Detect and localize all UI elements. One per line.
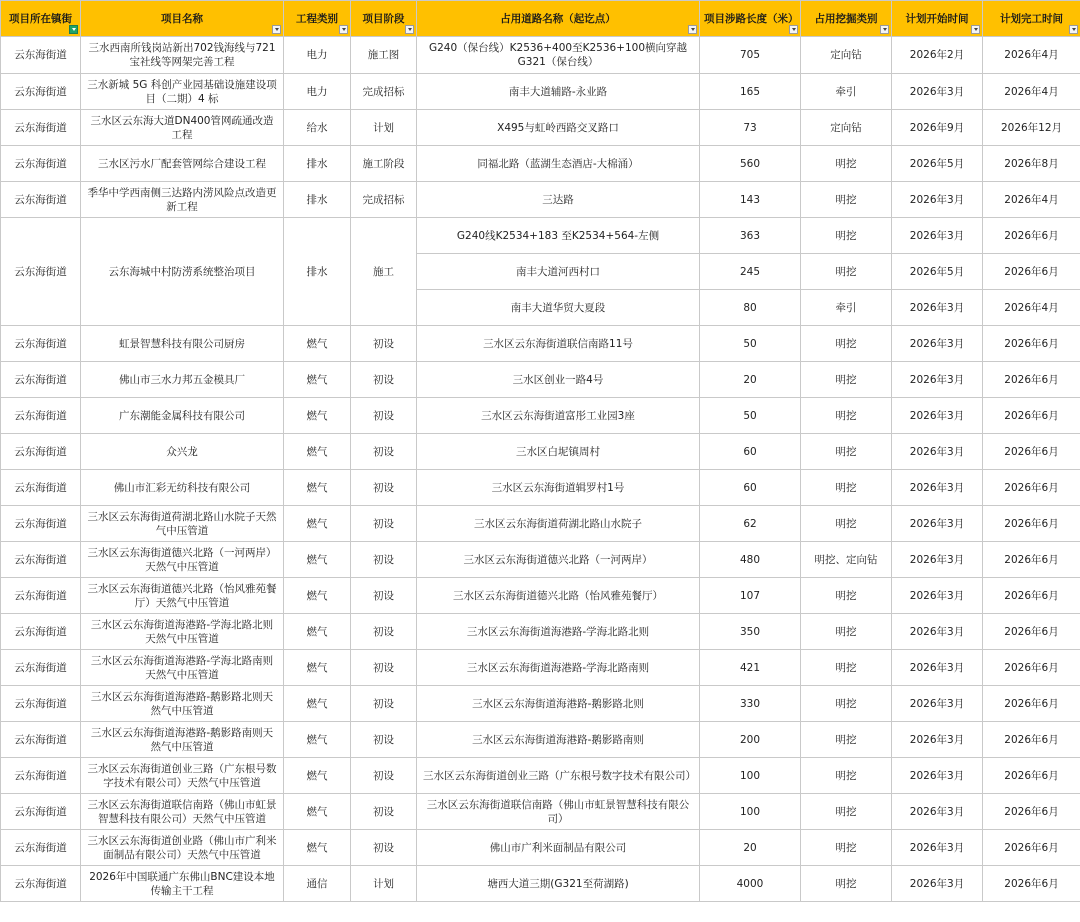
cell-type[interactable]: 燃气 — [284, 398, 351, 434]
cell-length[interactable]: 62 — [700, 506, 801, 542]
cell-project-name[interactable]: 三水区污水厂配套管网综合建设工程 — [81, 146, 284, 182]
cell-length[interactable]: 107 — [700, 578, 801, 614]
cell-dig-type[interactable]: 明挖 — [801, 254, 892, 290]
cell-dig-type[interactable]: 定向钻 — [801, 37, 892, 74]
cell-start-date[interactable]: 2026年3月 — [892, 398, 983, 434]
table-row — [1, 650, 1080, 686]
cell-town[interactable]: 云东海街道 — [1, 614, 81, 650]
header-length — [700, 1, 801, 37]
cell-length[interactable]: 143 — [700, 182, 801, 218]
header-road — [417, 1, 700, 37]
cell-type[interactable]: 排水 — [284, 218, 351, 326]
cell-town[interactable]: 云东海街道 — [1, 74, 81, 110]
cell-end-date[interactable]: 2026年6月 — [983, 722, 1080, 758]
cell-type[interactable]: 电力 — [284, 74, 351, 110]
table-row — [1, 218, 1080, 254]
cell-length[interactable]: 100 — [700, 794, 801, 830]
cell-project-name[interactable]: 三水区云东海街道海港路-学海北路南则天然气中压管道 — [81, 650, 284, 686]
cell-project-name[interactable]: 佛山市三水力邦五金模具厂 — [81, 362, 284, 398]
filter-active-icon[interactable] — [69, 25, 78, 34]
header-label: 项目名称 — [161, 12, 203, 25]
cell-project-name[interactable]: 三水区云东海街道联信南路（佛山市虹景智慧科技有限公司）天然气中压管道 — [81, 794, 284, 830]
cell-road[interactable]: 三水区创业一路4号 — [417, 362, 700, 398]
cell-start-date[interactable]: 2026年3月 — [892, 830, 983, 866]
cell-road[interactable]: 同福北路（蓝湖生态酒店-大棉涌） — [417, 146, 700, 182]
cell-stage[interactable]: 初设 — [351, 542, 417, 578]
header-label: 计划完工时间 — [1000, 12, 1063, 25]
cell-town[interactable]: 云东海街道 — [1, 578, 81, 614]
cell-start-date[interactable]: 2026年3月 — [892, 794, 983, 830]
cell-type[interactable]: 排水 — [284, 182, 351, 218]
filter-dropdown-icon[interactable] — [688, 25, 697, 34]
cell-project-name[interactable]: 三水区云东海大道DN400管网疏通改造工程 — [81, 110, 284, 146]
cell-dig-type[interactable]: 明挖 — [801, 470, 892, 506]
cell-dig-type[interactable]: 明挖 — [801, 794, 892, 830]
cell-stage[interactable]: 施工阶段 — [351, 146, 417, 182]
cell-type[interactable]: 燃气 — [284, 506, 351, 542]
cell-town[interactable]: 云东海街道 — [1, 686, 81, 722]
cell-end-date[interactable]: 2026年6月 — [983, 470, 1080, 506]
cell-length[interactable]: 20 — [700, 830, 801, 866]
cell-stage[interactable]: 完成招标 — [351, 74, 417, 110]
cell-type[interactable]: 燃气 — [284, 830, 351, 866]
cell-stage[interactable]: 初设 — [351, 398, 417, 434]
cell-end-date[interactable]: 2026年6月 — [983, 542, 1080, 578]
cell-start-date[interactable]: 2026年3月 — [892, 866, 983, 902]
header-label: 工程类别 — [296, 12, 338, 25]
cell-length[interactable]: 4000 — [700, 866, 801, 902]
cell-length[interactable]: 705 — [700, 37, 801, 74]
cell-town[interactable]: 云东海街道 — [1, 506, 81, 542]
cell-length[interactable]: 80 — [700, 290, 801, 326]
filter-dropdown-icon[interactable] — [405, 25, 414, 34]
cell-town[interactable]: 云东海街道 — [1, 326, 81, 362]
cell-dig-type[interactable]: 明挖、定向钻 — [801, 542, 892, 578]
cell-type[interactable]: 燃气 — [284, 542, 351, 578]
filter-dropdown-icon[interactable] — [971, 25, 980, 34]
header-label: 项目阶段 — [362, 12, 405, 25]
cell-length[interactable]: 73 — [700, 110, 801, 146]
cell-end-date[interactable]: 2026年4月 — [983, 290, 1080, 326]
cell-dig-type[interactable]: 明挖 — [801, 434, 892, 470]
filter-dropdown-icon[interactable] — [272, 25, 281, 34]
cell-dig-type[interactable]: 明挖 — [801, 866, 892, 902]
cell-dig-type[interactable]: 明挖 — [801, 506, 892, 542]
cell-road[interactable]: 南丰大道河西村口 — [417, 254, 700, 290]
cell-project-name[interactable]: 2026年中国联通广东佛山BNC建设本地传输主干工程 — [81, 866, 284, 902]
header-label: 占用挖掘类别 — [814, 12, 878, 25]
cell-dig-type[interactable]: 定向钻 — [801, 110, 892, 146]
cell-project-name[interactable]: 佛山市汇彩无纺科技有限公司 — [81, 470, 284, 506]
cell-dig-type[interactable]: 明挖 — [801, 830, 892, 866]
cell-dig-type[interactable]: 牵引 — [801, 290, 892, 326]
table-row — [1, 362, 1080, 398]
header-label: 项目所在镇街 — [9, 12, 72, 25]
cell-end-date[interactable]: 2026年6月 — [983, 254, 1080, 290]
cell-type[interactable]: 燃气 — [284, 614, 351, 650]
cell-start-date[interactable]: 2026年3月 — [892, 218, 983, 254]
cell-type[interactable]: 燃气 — [284, 362, 351, 398]
cell-end-date[interactable]: 2026年8月 — [983, 146, 1080, 182]
cell-road[interactable]: 三水区云东海街道富彤工业园3座 — [417, 398, 700, 434]
cell-stage[interactable]: 初设 — [351, 506, 417, 542]
cell-project-name[interactable]: 三水区云东海街道荷湖北路山水院子天然气中压管道 — [81, 506, 284, 542]
cell-stage[interactable]: 初设 — [351, 326, 417, 362]
table-row — [1, 434, 1080, 470]
cell-stage[interactable]: 初设 — [351, 470, 417, 506]
cell-stage[interactable]: 初设 — [351, 434, 417, 470]
cell-stage[interactable]: 施工 — [351, 218, 417, 326]
cell-town[interactable]: 云东海街道 — [1, 542, 81, 578]
cell-start-date[interactable]: 2026年3月 — [892, 578, 983, 614]
cell-road[interactable]: G240（保台线）K2536+400至K2536+100横向穿越G321（保台线） — [417, 37, 700, 74]
cell-town[interactable]: 云东海街道 — [1, 37, 81, 74]
cell-stage[interactable]: 完成招标 — [351, 182, 417, 218]
cell-end-date[interactable]: 2026年4月 — [983, 74, 1080, 110]
cell-stage[interactable]: 施工图 — [351, 37, 417, 74]
cell-end-date[interactable]: 2026年4月 — [983, 37, 1080, 74]
cell-length[interactable]: 60 — [700, 470, 801, 506]
cell-town[interactable]: 云东海街道 — [1, 722, 81, 758]
cell-type[interactable]: 燃气 — [284, 434, 351, 470]
cell-road[interactable]: 三水区云东海街道辑罗村1号 — [417, 470, 700, 506]
cell-stage[interactable]: 计划 — [351, 110, 417, 146]
cell-stage[interactable]: 初设 — [351, 362, 417, 398]
cell-dig-type[interactable]: 明挖 — [801, 614, 892, 650]
header-town — [1, 1, 81, 37]
cell-project-name[interactable]: 广东潮能金属科技有限公司 — [81, 398, 284, 434]
filter-dropdown-icon[interactable] — [880, 25, 889, 34]
cell-type[interactable]: 燃气 — [284, 470, 351, 506]
cell-road[interactable]: 三水区云东海街道海港路-学海北路南则 — [417, 650, 700, 686]
cell-dig-type[interactable]: 明挖 — [801, 398, 892, 434]
cell-project-name[interactable]: 三水区云东海街道海港路-鹅影路南则天然气中压管道 — [81, 722, 284, 758]
cell-start-date[interactable]: 2026年3月 — [892, 722, 983, 758]
cell-start-date[interactable]: 2026年3月 — [892, 758, 983, 794]
cell-dig-type[interactable]: 明挖 — [801, 650, 892, 686]
cell-start-date[interactable]: 2026年3月 — [892, 542, 983, 578]
cell-length[interactable]: 60 — [700, 434, 801, 470]
cell-road[interactable]: 三水区云东海街道创业三路（广东根号数字技术有限公司） — [417, 758, 700, 794]
cell-project-name[interactable]: 三水区云东海街道德兴北路（一河两岸）天然气中压管道 — [81, 542, 284, 578]
cell-road[interactable]: 三水区云东海街道德兴北路（怡风雅苑餐厅） — [417, 578, 700, 614]
cell-town[interactable]: 云东海街道 — [1, 794, 81, 830]
cell-end-date[interactable]: 2026年6月 — [983, 686, 1080, 722]
filter-dropdown-icon[interactable] — [1069, 25, 1078, 34]
cell-stage[interactable]: 初设 — [351, 686, 417, 722]
cell-road[interactable]: X495与虹岭西路交叉路口 — [417, 110, 700, 146]
table-row — [1, 506, 1080, 542]
cell-project-name[interactable]: 三水区云东海街道创业路（佛山市广利米面制品有限公司）天然气中压管道 — [81, 830, 284, 866]
cell-road[interactable]: 三水区云东海街道荷湖北路山水院子 — [417, 506, 700, 542]
table-row — [1, 686, 1080, 722]
cell-type[interactable]: 燃气 — [284, 686, 351, 722]
cell-end-date[interactable]: 2026年6月 — [983, 650, 1080, 686]
filter-dropdown-icon[interactable] — [339, 25, 348, 34]
cell-end-date[interactable]: 2026年6月 — [983, 866, 1080, 902]
cell-project-name[interactable]: 三水区云东海街道德兴北路（怡风雅苑餐厅）天然气中压管道 — [81, 578, 284, 614]
cell-road[interactable]: 南丰大道华贸大夏段 — [417, 290, 700, 326]
cell-end-date[interactable]: 2026年6月 — [983, 506, 1080, 542]
cell-length[interactable]: 421 — [700, 650, 801, 686]
table-row — [1, 37, 1080, 74]
cell-road[interactable]: 塘西大道三期(G321至荷湖路) — [417, 866, 700, 902]
cell-start-date[interactable]: 2026年3月 — [892, 470, 983, 506]
cell-type[interactable]: 燃气 — [284, 758, 351, 794]
cell-project-name[interactable]: 三水区云东海街道海港路-学海北路北则天然气中压管道 — [81, 614, 284, 650]
cell-type[interactable]: 燃气 — [284, 326, 351, 362]
cell-stage[interactable]: 初设 — [351, 758, 417, 794]
cell-town[interactable]: 云东海街道 — [1, 650, 81, 686]
cell-start-date[interactable]: 2026年3月 — [892, 182, 983, 218]
cell-stage[interactable]: 初设 — [351, 650, 417, 686]
cell-road[interactable]: 三达路 — [417, 182, 700, 218]
cell-project-name[interactable]: 三水区云东海街道海港路-鹅影路北则天然气中压管道 — [81, 686, 284, 722]
cell-type[interactable]: 燃气 — [284, 794, 351, 830]
cell-town[interactable]: 云东海街道 — [1, 182, 81, 218]
cell-end-date[interactable]: 2026年12月 — [983, 110, 1080, 146]
cell-road[interactable]: 三水区云东海街道海港路-鹅影路北则 — [417, 686, 700, 722]
cell-end-date[interactable]: 2026年6月 — [983, 794, 1080, 830]
cell-length[interactable]: 560 — [700, 146, 801, 182]
cell-end-date[interactable]: 2026年4月 — [983, 182, 1080, 218]
table-body — [1, 37, 1080, 902]
table-row — [1, 758, 1080, 794]
cell-dig-type[interactable]: 明挖 — [801, 218, 892, 254]
cell-end-date[interactable]: 2026年6月 — [983, 434, 1080, 470]
table-row — [1, 398, 1080, 434]
header-name — [81, 1, 284, 37]
cell-length[interactable]: 363 — [700, 218, 801, 254]
cell-start-date[interactable]: 2026年3月 — [892, 614, 983, 650]
cell-dig-type[interactable]: 明挖 — [801, 182, 892, 218]
cell-town[interactable]: 云东海街道 — [1, 866, 81, 902]
header-dig — [801, 1, 892, 37]
cell-project-name[interactable]: 三水西南所钱岗站新出702钱海线与721宝社线等网架完善工程 — [81, 37, 284, 74]
cell-length[interactable]: 165 — [700, 74, 801, 110]
cell-stage[interactable]: 计划 — [351, 866, 417, 902]
cell-road[interactable]: 三水区云东海街道联信南路（佛山市虹景智慧科技有限公司） — [417, 794, 700, 830]
cell-dig-type[interactable]: 牵引 — [801, 74, 892, 110]
header-label: 计划开始时间 — [905, 12, 969, 25]
cell-start-date[interactable]: 2026年2月 — [892, 37, 983, 74]
table-row — [1, 794, 1080, 830]
header-row — [1, 1, 1080, 37]
table-row — [1, 542, 1080, 578]
cell-stage[interactable]: 初设 — [351, 830, 417, 866]
cell-end-date[interactable]: 2026年6月 — [983, 578, 1080, 614]
cell-road[interactable]: 三水区云东海街道联信南路11号 — [417, 326, 700, 362]
cell-start-date[interactable]: 2026年9月 — [892, 110, 983, 146]
cell-end-date[interactable]: 2026年6月 — [983, 326, 1080, 362]
table-row — [1, 326, 1080, 362]
table-row — [1, 146, 1080, 182]
table-row — [1, 110, 1080, 146]
cell-town[interactable]: 云东海街道 — [1, 434, 81, 470]
cell-stage[interactable]: 初设 — [351, 578, 417, 614]
table-row — [1, 182, 1080, 218]
cell-road[interactable]: 三水区云东海街道德兴北路（一河两岸） — [417, 542, 700, 578]
cell-length[interactable]: 480 — [700, 542, 801, 578]
cell-dig-type[interactable]: 明挖 — [801, 578, 892, 614]
cell-road[interactable]: 三水区云东海街道海港路-学海北路北则 — [417, 614, 700, 650]
cell-dig-type[interactable]: 明挖 — [801, 722, 892, 758]
table-row — [1, 470, 1080, 506]
header-label: 占用道路名称（起讫点） — [500, 12, 616, 25]
cell-type[interactable]: 电力 — [284, 37, 351, 74]
cell-length[interactable]: 330 — [700, 686, 801, 722]
cell-start-date[interactable]: 2026年3月 — [892, 506, 983, 542]
cell-stage[interactable]: 初设 — [351, 722, 417, 758]
cell-end-date[interactable]: 2026年6月 — [983, 362, 1080, 398]
cell-town[interactable]: 云东海街道 — [1, 110, 81, 146]
cell-length[interactable]: 245 — [700, 254, 801, 290]
cell-type[interactable]: 通信 — [284, 866, 351, 902]
cell-town[interactable]: 云东海街道 — [1, 470, 81, 506]
table-row — [1, 578, 1080, 614]
cell-type[interactable]: 燃气 — [284, 722, 351, 758]
cell-start-date[interactable]: 2026年3月 — [892, 686, 983, 722]
header-stage — [351, 1, 417, 37]
cell-road[interactable]: G240线K2534+183 至K2534+564-左侧 — [417, 218, 700, 254]
cell-dig-type[interactable]: 明挖 — [801, 686, 892, 722]
cell-road[interactable]: 佛山市广利米面制品有限公司 — [417, 830, 700, 866]
cell-town[interactable]: 云东海街道 — [1, 362, 81, 398]
cell-length[interactable]: 200 — [700, 722, 801, 758]
cell-length[interactable]: 50 — [700, 398, 801, 434]
cell-stage[interactable]: 初设 — [351, 614, 417, 650]
cell-start-date[interactable]: 2026年5月 — [892, 146, 983, 182]
cell-project-name[interactable]: 众兴龙 — [81, 434, 284, 470]
cell-stage[interactable]: 初设 — [351, 794, 417, 830]
cell-dig-type[interactable]: 明挖 — [801, 326, 892, 362]
filter-dropdown-icon[interactable] — [789, 25, 798, 34]
cell-length[interactable]: 100 — [700, 758, 801, 794]
cell-road[interactable]: 三水区云东海街道海港路-鹅影路南则 — [417, 722, 700, 758]
cell-start-date[interactable]: 2026年3月 — [892, 650, 983, 686]
table-row — [1, 74, 1080, 110]
table-row — [1, 866, 1080, 902]
header-type — [284, 1, 351, 37]
cell-end-date[interactable]: 2026年6月 — [983, 398, 1080, 434]
cell-type[interactable]: 燃气 — [284, 578, 351, 614]
cell-length[interactable]: 20 — [700, 362, 801, 398]
header-start — [892, 1, 983, 37]
cell-type[interactable]: 燃气 — [284, 650, 351, 686]
table-row — [1, 614, 1080, 650]
table-row — [1, 830, 1080, 866]
cell-project-name[interactable]: 三水新城 5G 科创产业园基础设施建设项目（二期）4 标 — [81, 74, 284, 110]
cell-start-date[interactable]: 2026年3月 — [892, 362, 983, 398]
cell-dig-type[interactable]: 明挖 — [801, 146, 892, 182]
cell-start-date[interactable]: 2026年5月 — [892, 254, 983, 290]
header-end — [983, 1, 1080, 37]
cell-start-date[interactable]: 2026年3月 — [892, 290, 983, 326]
cell-length[interactable]: 350 — [700, 614, 801, 650]
cell-town[interactable]: 云东海街道 — [1, 218, 81, 326]
cell-project-name[interactable]: 季华中学西南侧三达路内涝风险点改造更新工程 — [81, 182, 284, 218]
cell-project-name[interactable]: 虹景智慧科技有限公司厨房 — [81, 326, 284, 362]
cell-end-date[interactable]: 2026年6月 — [983, 218, 1080, 254]
cell-project-name[interactable]: 云东海城中村防涝系统整治项目 — [81, 218, 284, 326]
cell-end-date[interactable]: 2026年6月 — [983, 758, 1080, 794]
cell-end-date[interactable]: 2026年6月 — [983, 614, 1080, 650]
cell-town[interactable]: 云东海街道 — [1, 398, 81, 434]
cell-type[interactable]: 给水 — [284, 110, 351, 146]
cell-start-date[interactable]: 2026年3月 — [892, 326, 983, 362]
cell-length[interactable]: 50 — [700, 326, 801, 362]
cell-type[interactable]: 排水 — [284, 146, 351, 182]
cell-end-date[interactable]: 2026年6月 — [983, 830, 1080, 866]
cell-start-date[interactable]: 2026年3月 — [892, 434, 983, 470]
cell-road[interactable]: 南丰大道辅路-永业路 — [417, 74, 700, 110]
header-label: 项目涉路长度（米） — [704, 12, 799, 25]
cell-project-name[interactable]: 三水区云东海街道创业三路（广东根号数字技术有限公司）天然气中压管道 — [81, 758, 284, 794]
cell-town[interactable]: 云东海街道 — [1, 758, 81, 794]
cell-town[interactable]: 云东海街道 — [1, 146, 81, 182]
cell-town[interactable]: 云东海街道 — [1, 830, 81, 866]
cell-start-date[interactable]: 2026年3月 — [892, 74, 983, 110]
table-row — [1, 722, 1080, 758]
cell-dig-type[interactable]: 明挖 — [801, 758, 892, 794]
cell-road[interactable]: 三水区白坭镇周村 — [417, 434, 700, 470]
cell-dig-type[interactable]: 明挖 — [801, 362, 892, 398]
